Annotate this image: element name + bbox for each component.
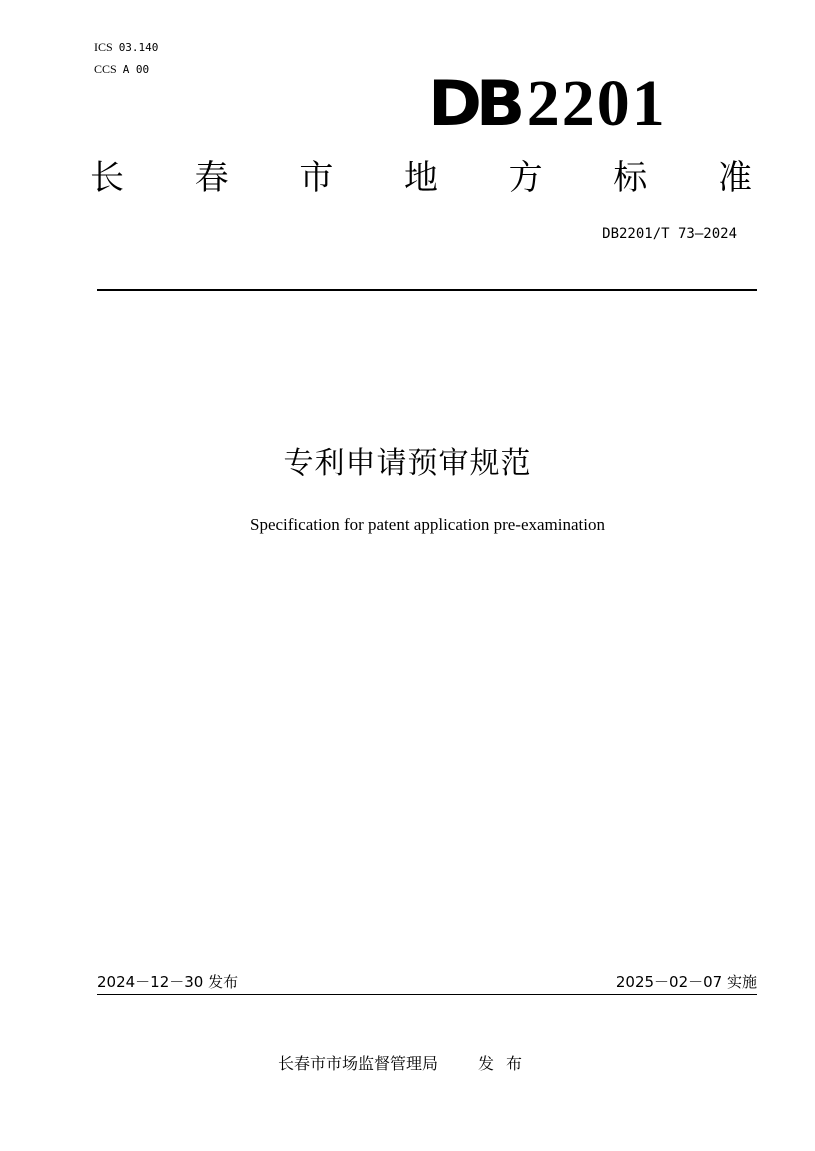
ccs-code: A 00 (122, 63, 150, 76)
issue-date: 2024－12－30 发布 (97, 973, 239, 991)
document-title: 专利申请预审规范 (283, 446, 532, 481)
standard-category (90, 156, 752, 200)
category-char: 准 (717, 158, 752, 198)
category-char: 地 (403, 158, 438, 198)
top-divider (97, 289, 757, 291)
publisher-name: 长春市市场监督管理局 (278, 1054, 439, 1073)
logo-prefix: DB (428, 67, 520, 140)
ics-code: 03.140 (118, 41, 159, 54)
category-char: 方 (508, 158, 543, 198)
category-char: 市 (299, 158, 334, 198)
publisher (278, 1053, 534, 1075)
standard-number: DB2201/T 73—2024 (602, 226, 737, 242)
implementation-date: 2025－02－07 实施 (615, 973, 757, 991)
bottom-divider (97, 994, 757, 995)
category-char: 标 (613, 158, 648, 198)
ccs-label: CCS (94, 62, 117, 76)
category-char: 春 (194, 158, 229, 198)
standard-logo (428, 67, 667, 140)
publisher-action: 发布 (478, 1054, 535, 1073)
logo-number: 2201 (526, 67, 667, 140)
ccs-classification (94, 62, 149, 77)
category-char: 长 (90, 158, 124, 198)
document-title-english: Specification for patent application pre-examination (250, 515, 605, 534)
ics-classification (94, 40, 158, 55)
ics-label: ICS (94, 40, 113, 54)
